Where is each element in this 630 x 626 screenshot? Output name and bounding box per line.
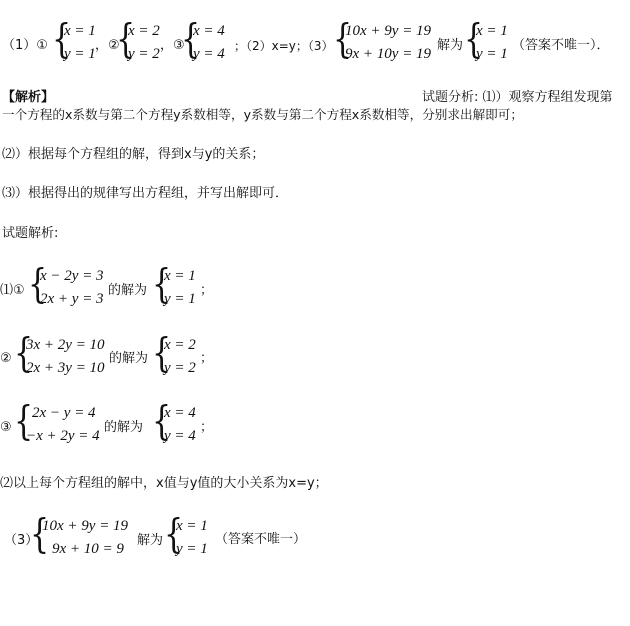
semicolon: ；	[200, 283, 214, 298]
equation: y = 4	[164, 428, 196, 444]
equation: y = 1	[64, 46, 96, 62]
equation: 9x + 10 = 9	[52, 541, 124, 557]
separator: ，③	[160, 38, 185, 53]
answer-note: （答案不唯一）．	[512, 38, 610, 53]
solve-word: 解为	[437, 38, 464, 53]
brace: {	[333, 15, 353, 64]
q1-word: 的解为	[108, 283, 148, 298]
semicolon: ；	[200, 420, 214, 435]
brace: {	[152, 397, 172, 446]
analysis-line-3: ⑶）根据得出的规律写出方程组，并写出解即可．	[2, 186, 289, 201]
equation: x = 1	[164, 268, 196, 284]
q2-word: 的解为	[109, 351, 149, 366]
equation: 9x + 10y = 19	[345, 46, 432, 62]
brace: {	[152, 260, 172, 309]
part3-label: （3）	[4, 533, 39, 548]
q1-label: ⑴①	[0, 283, 25, 298]
analysis-line-1: 一个方程的x系数与第二个方程y系数相等，y系数与第二个方程x系数相等，分别求出解即可；	[2, 107, 523, 122]
semicolon: ；	[200, 351, 214, 366]
equation: x = 2	[128, 23, 160, 39]
q3-label: ③	[0, 420, 12, 435]
q3-word: 的解为	[104, 420, 144, 435]
equation: 10x + 9y = 19	[42, 518, 129, 534]
equation: y = 2	[128, 46, 160, 62]
equation: x = 2	[164, 337, 196, 353]
equation: x = 4	[164, 405, 196, 421]
equation: −x + 2y = 4	[26, 428, 100, 444]
brace: {	[28, 260, 48, 309]
equation: x = 1	[476, 23, 508, 39]
brace: {	[30, 510, 50, 559]
equation: x − 2y = 3	[40, 268, 104, 284]
brace: {	[14, 397, 34, 446]
equation: y = 1	[476, 46, 508, 62]
equation: 2x + y = 3	[40, 291, 104, 307]
analysis-intro: 试题分析: ⑴）观察方程组发现第	[422, 90, 613, 105]
equation: y = 4	[193, 46, 225, 62]
brace: {	[14, 329, 34, 378]
equation: 2x + 3y = 10	[26, 360, 105, 376]
brace: {	[164, 510, 184, 559]
equation: y = 2	[164, 360, 196, 376]
brace: {	[181, 15, 201, 64]
part3-note: （答案不唯一）	[215, 532, 307, 547]
answer-part1-label: （1）①	[2, 38, 48, 53]
equation: x = 4	[193, 23, 225, 39]
analysis-line-2: ⑵）根据每个方程组的解，得到x与y的关系；	[2, 147, 265, 162]
equation: 2x − y = 4	[32, 405, 96, 421]
equation: y = 1	[176, 541, 208, 557]
solution-heading: 试题解析:	[2, 226, 59, 241]
answer-part2-3: ；（2）x=y；（3）	[234, 39, 334, 53]
brace: {	[116, 15, 136, 64]
equation: 3x + 2y = 10	[26, 337, 105, 353]
equation: 10x + 9y = 19	[345, 23, 432, 39]
equation: x = 1	[64, 23, 96, 39]
brace: {	[152, 329, 172, 378]
separator: ，②	[95, 38, 120, 53]
q2-label: ②	[0, 351, 12, 366]
brace: {	[464, 15, 484, 64]
equation: x = 1	[176, 518, 208, 534]
part2-text: ⑵以上每个方程组的解中，x值与y值的大小关系为x=y；	[0, 476, 328, 491]
part3-word: 解为	[137, 533, 164, 548]
analysis-heading: 【解析】	[2, 90, 55, 105]
equation: y = 1	[164, 291, 196, 307]
brace: {	[52, 15, 72, 64]
